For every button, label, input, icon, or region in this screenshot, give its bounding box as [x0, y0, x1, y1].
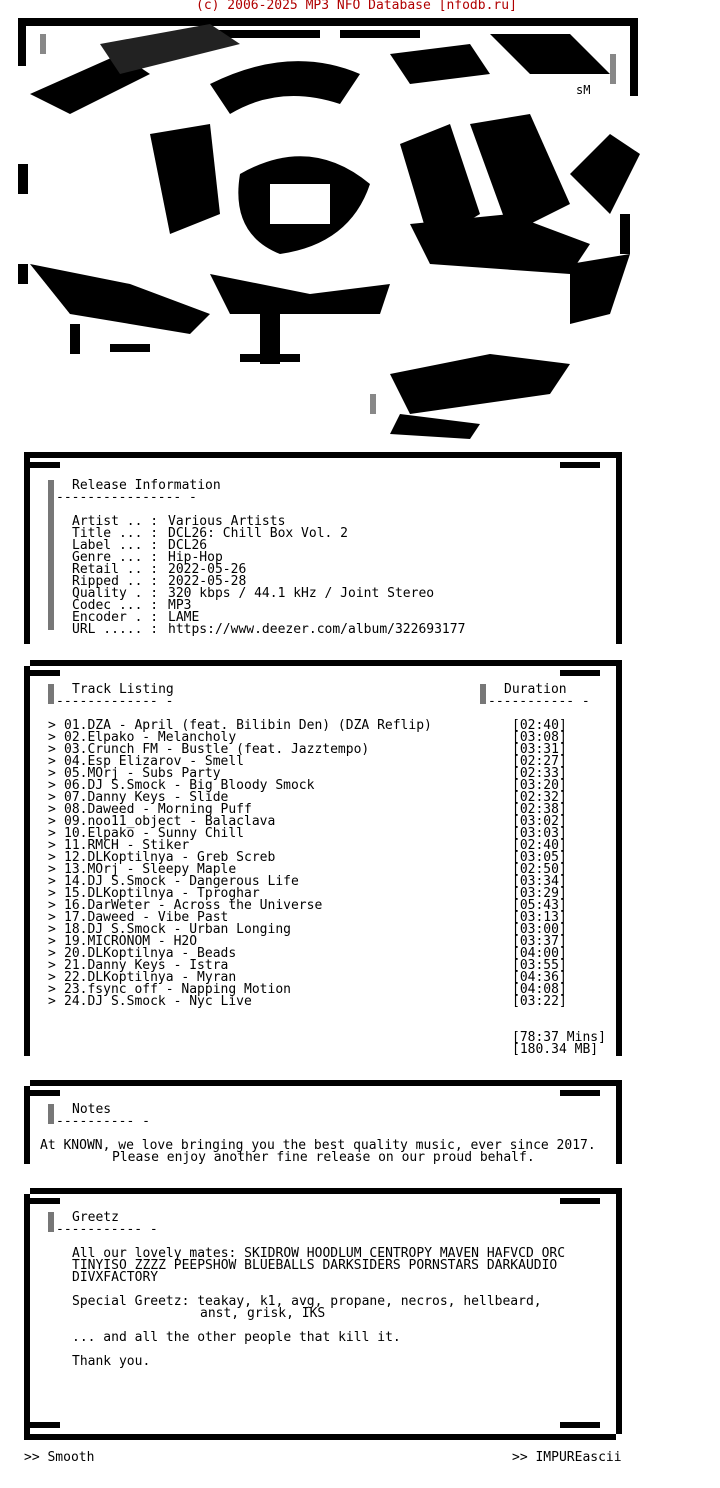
- track-title: 08.Daweed - Morning Puff: [64, 802, 252, 817]
- album-url-link[interactable]: https://www.deezer.com/album/322693177: [168, 622, 466, 637]
- notes-heading: Notes: [72, 1102, 112, 1117]
- field-key: Label ... :: [72, 538, 159, 553]
- track-bullet: >: [48, 802, 56, 817]
- track-title: 14.DJ S.Smock - Dangerous Life: [64, 874, 299, 889]
- track-duration: [03:37]: [512, 934, 567, 949]
- track-bullet: >: [48, 970, 56, 985]
- tracks-heading: Track Listing: [72, 682, 174, 697]
- track-bullet: >: [48, 898, 56, 913]
- track-bullet: >: [48, 850, 56, 865]
- notes-line-2: Please enjoy another fine release on our proud behalf.: [112, 1150, 535, 1165]
- track-bullet: >: [48, 958, 56, 973]
- field-value: Various Artists: [168, 514, 286, 529]
- track-duration: [02:40]: [512, 718, 567, 733]
- greetz-underline: ----------- -: [56, 1222, 158, 1237]
- field-key: Retail .. :: [72, 562, 159, 577]
- track-title: 15.DLKoptilnya - Tproghar: [64, 886, 260, 901]
- track-title: 12.DLKoptilnya - Greb Screb: [64, 850, 276, 865]
- track-bullet: >: [48, 718, 56, 733]
- field-value: 320 kbps / 44.1 kHz / Joint Stereo: [168, 586, 435, 601]
- track-bullet: >: [48, 946, 56, 961]
- track-duration: [03:13]: [512, 910, 567, 925]
- track-bullet: >: [48, 910, 56, 925]
- track-title: 11.RMCH - Stiker: [64, 838, 190, 853]
- track-title: 01.DZA - April (feat. Bilibin Den) (DZA Reflip): [64, 718, 432, 733]
- field-value: LAME: [168, 610, 200, 625]
- field-key: Artist .. :: [72, 514, 159, 529]
- track-duration: [02:33]: [512, 766, 567, 781]
- field-value: DCL26: [168, 538, 208, 553]
- track-duration: [05:43]: [512, 898, 567, 913]
- track-duration: [02:40]: [512, 838, 567, 853]
- track-duration: [04:36]: [512, 970, 567, 985]
- track-duration: [03:02]: [512, 814, 567, 829]
- greetz-special-2: anst, grisk, IKS: [200, 1306, 326, 1321]
- track-duration: [03:08]: [512, 730, 567, 745]
- track-duration: [02:27]: [512, 754, 567, 769]
- footer-credit-left: >> Smooth: [24, 1450, 95, 1465]
- duration-heading: Duration: [504, 682, 567, 697]
- track-duration: [03:22]: [512, 994, 567, 1009]
- track-title: 04.Esp Elizarov - Smell: [64, 754, 245, 769]
- track-title: 17.Daweed - Vibe Past: [64, 910, 229, 925]
- track-bullet: >: [48, 826, 56, 841]
- track-title: 16.DarWeter - Across the Universe: [64, 898, 323, 913]
- track-duration: [04:08]: [512, 982, 567, 997]
- track-title: 23.fsync off - Napping Motion: [64, 982, 291, 997]
- field-key: Codec ... :: [72, 598, 159, 613]
- notes-line-1: At KNOWN, we love bringing you the best quality music, ever since 2017.: [40, 1138, 596, 1153]
- field-key: Quality . :: [72, 586, 159, 601]
- copyright-header: (c) 2006-2025 MP3 NFO Database [nfodb.ru]: [196, 0, 517, 13]
- track-bullet: >: [48, 838, 56, 853]
- greetz-heading: Greetz: [72, 1210, 119, 1225]
- track-duration: [02:50]: [512, 862, 567, 877]
- track-bullet: >: [48, 730, 56, 745]
- greetz-mates-3: DIVXFACTORY: [72, 1270, 159, 1285]
- field-key: Ripped .. :: [72, 574, 159, 589]
- track-title: 18.DJ S.Smock - Urban Longing: [64, 922, 291, 937]
- track-bullet: >: [48, 982, 56, 997]
- track-duration: [02:38]: [512, 802, 567, 817]
- track-duration: [03:34]: [512, 874, 567, 889]
- field-value: DCL26: Chill Box Vol. 2: [168, 526, 349, 541]
- track-bullet: >: [48, 874, 56, 889]
- track-bullet: >: [48, 922, 56, 937]
- footer-credit-right: >> IMPUREascii: [512, 1450, 622, 1465]
- field-value: 2022-05-26: [168, 562, 247, 577]
- track-title: 22.DLKoptilnya - Myran: [64, 970, 237, 985]
- track-bullet: >: [48, 886, 56, 901]
- track-duration: [03:31]: [512, 742, 567, 757]
- track-duration: [03:00]: [512, 922, 567, 937]
- notes-underline: ---------- -: [56, 1114, 150, 1129]
- track-bullet: >: [48, 934, 56, 949]
- track-title: 05.MOrj - Subs Party: [64, 766, 221, 781]
- field-key: Encoder . :: [72, 610, 159, 625]
- known-ascii-logo-icon: [10, 14, 650, 444]
- track-title: 13.MOrj - Sleepy Maple: [64, 862, 237, 877]
- track-duration: [03:05]: [512, 850, 567, 865]
- track-bullet: >: [48, 754, 56, 769]
- track-bullet: >: [48, 814, 56, 829]
- track-duration: [03:55]: [512, 958, 567, 973]
- tracks-underline: ------------- -: [56, 694, 174, 709]
- greetz-mates-2: TINYISO ZZZZ PEEPSHOW BLUEBALLS DARKSIDERS PORNSTARS DARKAUDIO: [72, 1258, 558, 1273]
- field-value: Hip-Hop: [168, 550, 223, 565]
- field-key: Genre ... :: [72, 550, 159, 565]
- track-title: 21.Danny Keys - Istra: [64, 958, 229, 973]
- track-title: 24.DJ S.Smock - Nyc Live: [64, 994, 252, 1009]
- track-title: 03.Crunch FM - Bustle (feat. Jazztempo): [64, 742, 370, 757]
- track-title: 09.noo11_object - Balaclava: [64, 814, 276, 829]
- track-bullet: >: [48, 778, 56, 793]
- track-title: 19.MICRONOM - H2O: [64, 934, 198, 949]
- greetz-mates-1: All our lovely mates: SKIDROW HOODLUM CENTROPY MAVEN HAFVCD ORC: [72, 1246, 566, 1261]
- total-size: [180.34 MB]: [512, 1042, 599, 1057]
- track-title: 20.DLKoptilnya - Beads: [64, 946, 237, 961]
- track-title: 07.Danny Keys - Slide: [64, 790, 229, 805]
- total-time: [78:37 Mins]: [512, 1030, 606, 1045]
- release-heading: Release Information: [72, 478, 221, 493]
- track-duration: [04:00]: [512, 946, 567, 961]
- track-title: 10.Elpako - Sunny Chill: [64, 826, 245, 841]
- track-title: 06.DJ S.Smock - Big Bloody Smock: [64, 778, 315, 793]
- track-duration: [03:20]: [512, 778, 567, 793]
- duration-underline: ----------- -: [488, 694, 590, 709]
- field-value: MP3: [168, 598, 192, 613]
- greetz-special-1: Special Greetz: teakay, k1, avg, propane, necros, hellbeard,: [72, 1294, 542, 1309]
- track-duration: [03:03]: [512, 826, 567, 841]
- track-bullet: >: [48, 766, 56, 781]
- greetz-others: ... and all the other people that kill it.: [72, 1330, 401, 1345]
- field-key: URL ..... :: [72, 622, 159, 637]
- track-title: 02.Elpako - Melancholy: [64, 730, 237, 745]
- release-underline: ---------------- -: [56, 490, 197, 505]
- greetz-thanks: Thank you.: [72, 1354, 151, 1369]
- track-bullet: >: [48, 742, 56, 757]
- track-duration: [02:32]: [512, 790, 567, 805]
- track-duration: [03:29]: [512, 886, 567, 901]
- track-bullet: >: [48, 994, 56, 1009]
- art-signature: sM: [576, 83, 591, 97]
- track-bullet: >: [48, 790, 56, 805]
- track-bullet: >: [48, 862, 56, 877]
- field-value: 2022-05-28: [168, 574, 247, 589]
- field-key: Title ... :: [72, 526, 159, 541]
